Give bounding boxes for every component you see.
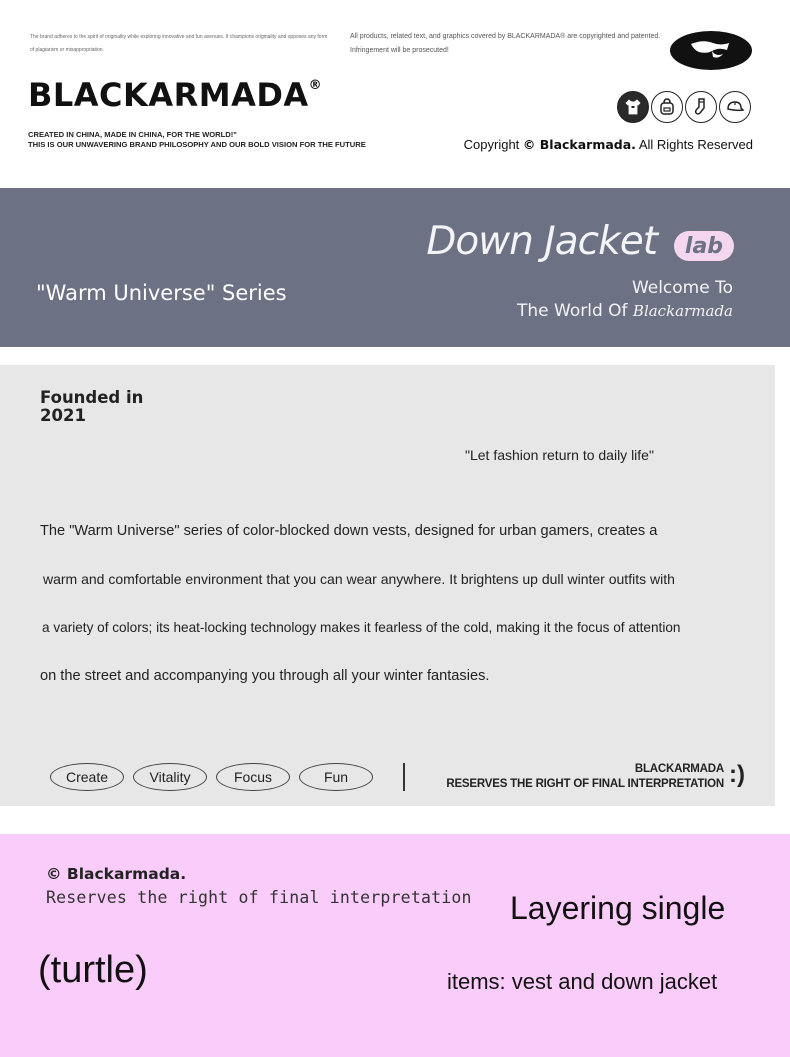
product-icons [617,91,751,123]
series-banner [0,188,790,347]
divider [403,763,405,791]
brand-quote: "Let fashion return to daily life" [465,447,654,463]
series-name: "Warm Universe" Series [36,281,287,305]
product-section [0,834,790,1057]
tag-create: Create [50,763,124,791]
value-tags [50,763,373,791]
lab-badge: lab [674,231,734,261]
product-variant: (turtle) [38,949,148,991]
pink-copyright: © Blackarmada. [46,865,187,883]
welcome-text: Welcome To The World Of Blackarmada [517,278,733,321]
eye-logo-icon [669,30,753,71]
about-section [0,365,775,806]
product-items: items: vest and down jacket [447,969,718,994]
copyright-notice: All products, related text, and graphics covered by BLACKARMADA® are copyrighted and patented. Infringement will be prosecuted! [350,33,661,54]
cap-icon [719,91,751,123]
tag-fun: Fun [299,763,373,791]
brand-tagline: CREATED IN CHINA, MADE IN CHINA, FOR THE WORLD!" THIS IS OUR UNWAVERING BRAND PHILOSOPHY AND OUR BOLD VISION FOR THE FUTURE [28,130,366,149]
bag-icon [651,91,683,123]
copyright-line: Copyright © Blackarmada. All Rights Reserved [463,137,753,152]
brand-header [0,0,790,188]
paragraph-line: warm and comfortable environment that you can wear anywhere. It brightens up dull winter outfits with [43,571,675,588]
sock-icon [685,91,717,123]
product-heading: Layering single [510,890,726,926]
paragraph-line: on the street and accompanying you through all your winter fantasies. [40,667,490,684]
founded-heading: Founded in 2021 [40,388,144,425]
tag-focus: Focus [216,763,290,791]
banner-title: Down Jacket [426,219,657,264]
tshirt-icon [617,91,649,123]
originality-note: The brand adheres to the spirit of originality while exploring innovative and fun avenues. It champions originality and opposes any form of plagiarism or misappropriation. [30,34,328,53]
description-paragraph [40,523,740,716]
brand-wordmark: BLACKARMADA® [28,76,323,114]
smiley-icon: :) [729,761,745,788]
paragraph-line: a variety of colors; its heat-locking technology makes it fearless of the cold, making it the focus of attention [42,619,681,635]
paragraph-line: The "Warm Universe" series of color-blocked down vests, designed for urban gamers, creates a [40,523,658,539]
brand-signature: Blackarmada [632,302,733,320]
pink-reserve-text: Reserves the right of final interpretation [46,888,472,907]
tag-vitality: Vitality [133,763,207,791]
reserves-notice: BLACKARMADA RESERVES THE RIGHT OF FINAL INTERPRETATION [446,763,724,790]
